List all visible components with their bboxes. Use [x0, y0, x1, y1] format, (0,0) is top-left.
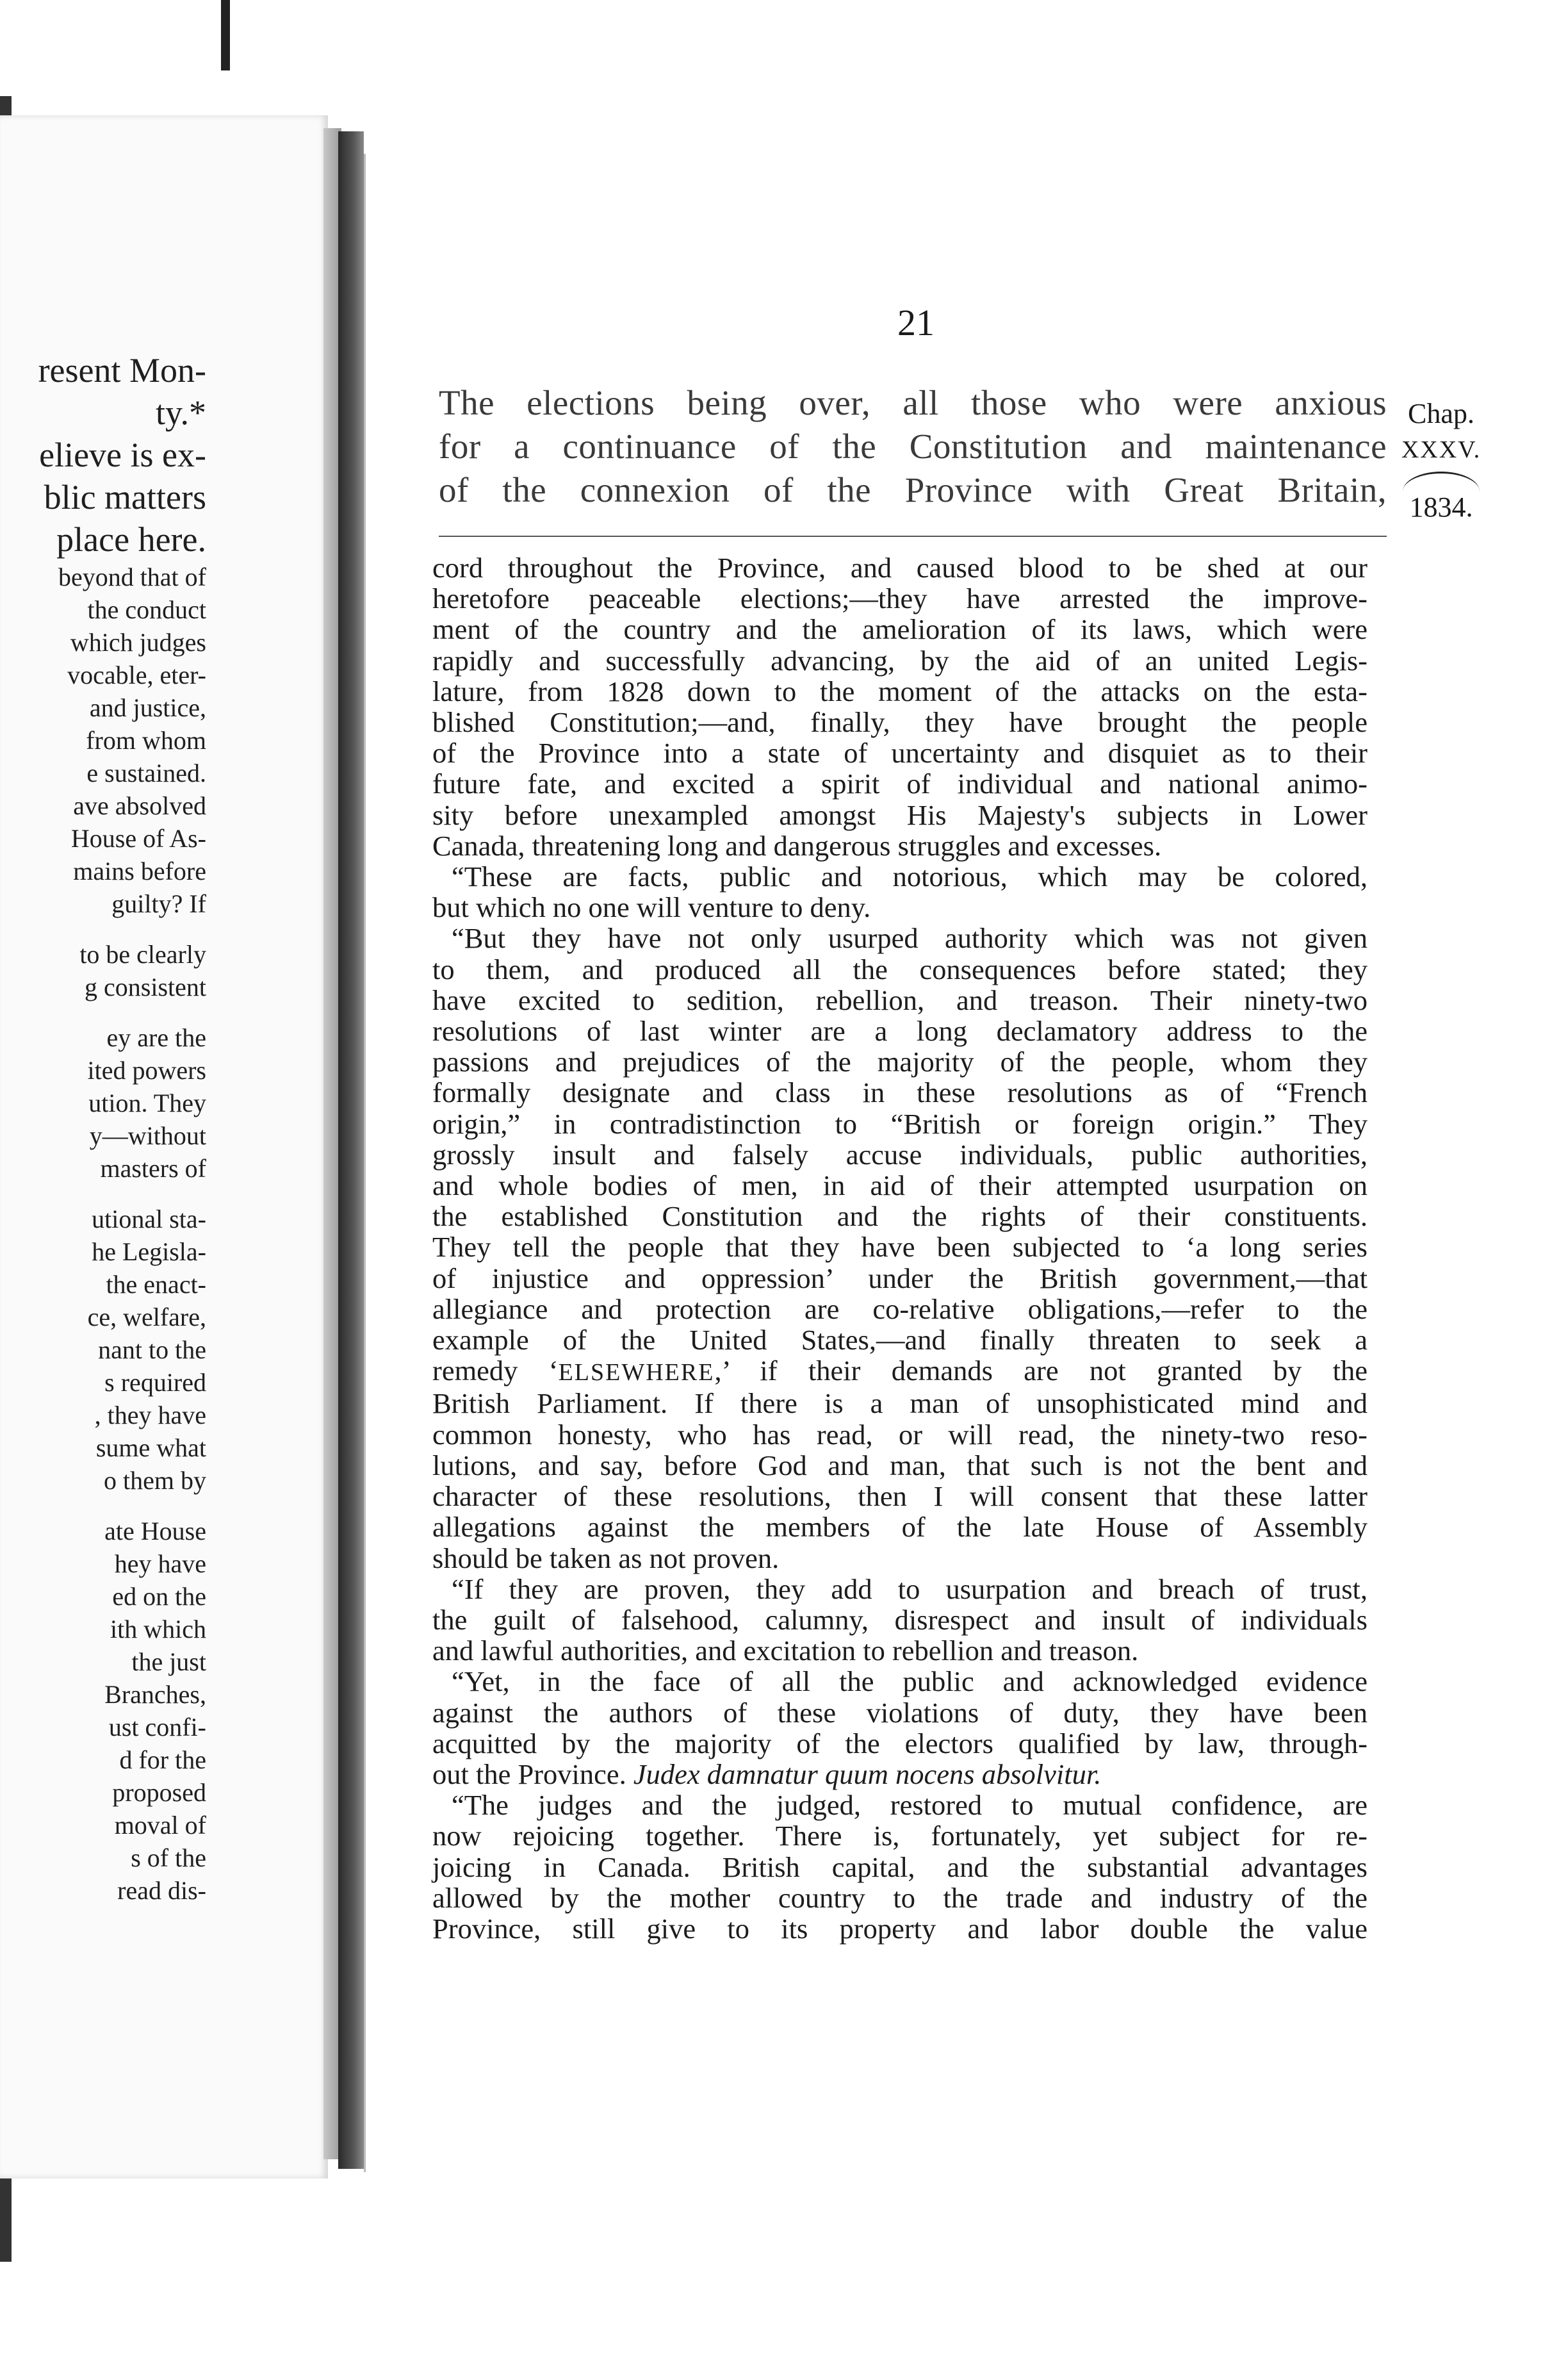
body-line: [432, 1759, 1368, 1790]
left-page-line: the enact-: [106, 1270, 206, 1299]
body-line: [432, 1419, 1368, 1450]
left-facing-page: [0, 115, 328, 2178]
body-line: [432, 676, 1368, 707]
body-line: [432, 1324, 1368, 1355]
left-page-line: [0, 1003, 206, 1021]
left-page-line: e sustained.: [86, 759, 206, 787]
body-line-text: but which no one will venture to deny.: [432, 891, 871, 924]
body-line-text: “But they have not only usurped authority which was not given: [452, 922, 1368, 955]
left-page-line: place here.: [56, 520, 206, 559]
body-line-text: against the authors of these violations of duty, they have been: [432, 1696, 1368, 1729]
body-line-text: and whole bodies of men, in aid of their attempted usurpation on: [432, 1169, 1368, 1202]
body-line: [432, 1355, 1368, 1388]
body-line-text: character of these resolutions, then I will consent that these latter: [432, 1480, 1368, 1513]
body-line-text: “If they are proven, they add to usurpation and breach of trust,: [452, 1572, 1368, 1605]
body-line-text: now rejoicing together. There is, fortunately, yet subject for re-: [432, 1820, 1368, 1852]
body-line: [432, 737, 1368, 768]
left-page-line: y—without: [89, 1121, 206, 1150]
left-page-line: proposed: [112, 1778, 206, 1807]
left-page-line: and justice,: [89, 693, 206, 722]
body-line: [432, 1108, 1368, 1139]
body-line: [432, 1820, 1368, 1851]
body-line-text: ment of the country and the amelioration of its laws, which were: [432, 613, 1368, 646]
left-page-text: [0, 349, 206, 1907]
body-line-text: example of the United States,—and finally threaten to seek a: [432, 1324, 1368, 1356]
running-heading: [439, 381, 1387, 512]
left-page-line: he Legisla-: [92, 1237, 206, 1266]
body-line: [432, 1635, 1368, 1666]
left-page-line: hey have: [114, 1549, 206, 1578]
body-line: [432, 1481, 1368, 1511]
left-page-line: mains before: [73, 857, 206, 885]
body-line: [432, 1511, 1368, 1542]
body-line: [432, 1852, 1368, 1882]
body-line-text: allowed by the mother country to the trade and industry of the: [432, 1881, 1368, 1914]
left-page-line: s required: [104, 1368, 206, 1397]
body-line: [432, 985, 1368, 1016]
small-caps-word: ELSEWHERE: [558, 1359, 715, 1387]
left-page-line: the conduct: [87, 595, 206, 624]
left-page-line: ution. They: [88, 1089, 206, 1117]
body-line: [432, 1604, 1368, 1635]
left-page-line: blic matters: [44, 478, 206, 516]
left-page-line: o them by: [104, 1466, 206, 1495]
body-line-text: grossly insult and falsely accuse individuals, public authorities,: [432, 1138, 1368, 1171]
body-line-text: “Yet, in the face of all the public and acknowledged evidence: [452, 1665, 1368, 1698]
left-page-line: resent Mon-: [38, 351, 206, 390]
body-line: [432, 1913, 1368, 1944]
body-line-prefix: remedy ‘: [432, 1354, 559, 1387]
body-line: [432, 1666, 1368, 1697]
left-page-line: s of the: [131, 1843, 206, 1872]
body-line: [432, 614, 1368, 645]
body-line-text: lature, from 1828 down to the moment of the attacks on the esta-: [432, 675, 1368, 707]
left-page-line: ited powers: [87, 1056, 206, 1085]
body-line-text: “The judges and the judged, restored to mutual confidence, are: [452, 1789, 1368, 1822]
body-line: [432, 1077, 1368, 1108]
scan-artifact-mark: [221, 0, 230, 70]
latin-quote: Judex damnatur quum nocens absolvitur.: [633, 1758, 1102, 1790]
left-page-line: ce, welfare,: [87, 1303, 206, 1331]
left-page-line: ty.*: [156, 393, 206, 432]
body-line: [432, 707, 1368, 737]
body-line: [432, 954, 1368, 985]
left-page-line: ate House: [104, 1517, 206, 1545]
body-line-text: joicing in Canada. British capital, and the substantial advantages: [432, 1850, 1368, 1883]
body-line: [432, 1450, 1368, 1481]
left-page-line: Branches,: [104, 1680, 206, 1709]
body-line-text: formally designate and class in these resolutions as of “French: [432, 1076, 1368, 1109]
body-line-text: lutions, and say, before God and man, that such is not the bent and: [432, 1449, 1368, 1481]
body-line-text: have excited to sedition, rebellion, and treason. Their ninety-two: [432, 984, 1368, 1016]
left-page-line: which judges: [70, 628, 206, 657]
body-line-text: sity before unexampled amongst His Majesty's subjects in Lower: [432, 798, 1368, 831]
body-line-text: heretofore peaceable elections;—they have arrested the improve-: [432, 582, 1368, 615]
margin-note: [1396, 396, 1486, 523]
body-line: [432, 830, 1368, 861]
body-line-text: to them, and produced all the consequences before stated; they: [432, 953, 1368, 985]
body-line: [432, 861, 1368, 892]
body-line: [432, 645, 1368, 676]
body-line-text: passions and prejudices of the majority of the people, whom they: [432, 1046, 1368, 1078]
body-line: [432, 1263, 1368, 1294]
body-line: [432, 1790, 1368, 1820]
left-page-line: to be clearly: [79, 940, 206, 969]
body-line: [432, 1388, 1368, 1419]
body-line: [432, 1139, 1368, 1170]
body-line: [432, 768, 1368, 799]
body-line-text: Province, still give to its property and labor double the value: [432, 1912, 1368, 1945]
body-line: [432, 1231, 1368, 1262]
body-line-text: the established Constitution and the rights of their constituents.: [432, 1200, 1368, 1233]
left-page-line: , they have: [94, 1401, 206, 1429]
body-line-text: origin,” in contradistinction to “British or foreign origin.” They: [432, 1107, 1368, 1140]
body-line-text: resolutions of last winter are a long declamatory address to the: [432, 1015, 1368, 1048]
body-line: [432, 1170, 1368, 1201]
left-page-line: ith which: [110, 1615, 206, 1643]
body-line-text: future fate, and excited a spirit of individual and national animo-: [432, 768, 1368, 800]
body-line-text: of the Province into a state of uncertainty and disquiet as to their: [432, 737, 1368, 770]
left-page-line: ave absolved: [73, 791, 206, 820]
book-spine: [338, 131, 364, 2169]
body-line: [432, 892, 1368, 923]
left-page-line: elieve is ex-: [39, 436, 206, 474]
body-line-text: “These are facts, public and notorious, which may be colored,: [452, 860, 1368, 893]
left-page-line: ust confi-: [108, 1713, 206, 1741]
body-line: [432, 583, 1368, 614]
left-page-line: the just: [131, 1647, 206, 1676]
body-line-text: should be taken as not proven.: [432, 1542, 780, 1574]
left-page-line: ey are the: [106, 1023, 206, 1052]
left-page-line: g consistent: [85, 973, 206, 1001]
body-line-text: of injustice and oppression’ under the British government,—that: [432, 1262, 1368, 1294]
left-page-line: vocable, eter-: [67, 661, 206, 689]
body-line-text: British Parliament. If there is a man of unsophisticated mind and: [432, 1387, 1368, 1420]
body-line-text: and lawful authorities, and excitation to rebellion and treason.: [432, 1634, 1139, 1667]
body-line: [432, 923, 1368, 953]
left-page-line: masters of: [100, 1154, 206, 1183]
left-page-line: [0, 1497, 206, 1515]
body-line-text: the guilt of falsehood, calumny, disrespect and insult of individuals: [432, 1603, 1368, 1636]
body-line-text: rapidly and successfully advancing, by the aid of an united Legis-: [432, 644, 1368, 677]
left-page-line: utional sta-: [92, 1205, 206, 1233]
heading-rule: [439, 536, 1387, 537]
body-line-text: allegations against the members of the late House of Assembly: [432, 1511, 1368, 1544]
left-page-line: read dis-: [117, 1876, 206, 1905]
left-page-line: [0, 920, 206, 938]
heading-line: of the connexion of the Province with Great Britain,: [439, 470, 1387, 509]
left-page-line: nant to the: [98, 1335, 206, 1364]
left-page-line: d for the: [119, 1745, 206, 1774]
margin-year: 1834.: [1409, 491, 1473, 523]
body-line-text: allegiance and protection are co-relative obligations,—refer to the: [432, 1292, 1368, 1325]
left-page-line: guilty? If: [111, 889, 206, 918]
body-line-text: cord throughout the Province, and caused blood to be shed at our: [432, 552, 1368, 584]
body-line: [432, 1697, 1368, 1728]
left-page-line: sume what: [95, 1433, 206, 1462]
body-line: [432, 1201, 1368, 1231]
body-line: [432, 1882, 1368, 1913]
left-page-line: [0, 1185, 206, 1203]
page-number: 21: [897, 302, 935, 343]
body-line-text: out the Province.: [432, 1758, 633, 1790]
body-line-text: acquitted by the majority of the electors qualified by law, through-: [432, 1727, 1368, 1759]
body-line: [432, 1574, 1368, 1604]
body-line-text: Canada, threatening long and dangerous struggles and excesses.: [432, 829, 1162, 862]
chapter-number: XXXV.: [1401, 436, 1482, 463]
body-line: [432, 552, 1368, 583]
body-line-text: common honesty, who has read, or will read, the ninety-two reso-: [432, 1418, 1368, 1451]
body-line: [432, 1046, 1368, 1077]
heading-line: for a continuance of the Constitution and maintenance: [439, 427, 1387, 466]
left-page-line: from whom: [86, 726, 206, 755]
chapter-label: Chap.: [1408, 398, 1474, 429]
body-line: [432, 1728, 1368, 1759]
left-page-line: beyond that of: [58, 563, 206, 591]
body-line: [432, 800, 1368, 830]
left-page-line: ed on the: [112, 1582, 206, 1611]
body-line: [432, 1294, 1368, 1324]
brace-mark: [1403, 472, 1480, 491]
body-line: [432, 1543, 1368, 1574]
left-page-line: moval of: [114, 1811, 206, 1840]
body-line-text: They tell the people that they have been subjected to ‘a long series: [432, 1231, 1368, 1264]
heading-line: The elections being over, all those who were anxious: [439, 383, 1387, 422]
body-text: [432, 552, 1368, 1944]
body-line-text: ,’ if their demands are not granted by the: [714, 1354, 1368, 1387]
left-page-line: House of As-: [70, 824, 206, 853]
body-line-text: blished Constitution;—and, finally, they have brought the people: [432, 706, 1368, 739]
body-line: [432, 1016, 1368, 1046]
